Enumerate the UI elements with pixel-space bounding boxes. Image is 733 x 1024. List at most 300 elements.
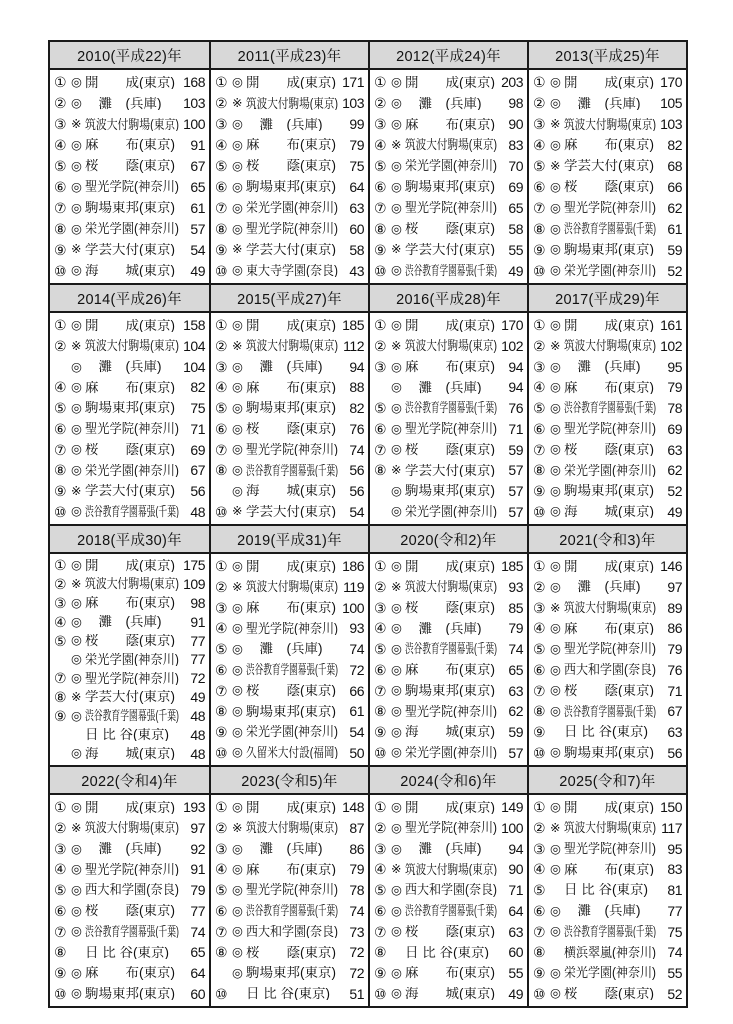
school-type-mark: ◎ xyxy=(550,841,561,856)
rank-row xyxy=(374,597,523,618)
school-name-wrap xyxy=(405,663,497,677)
admission-count: 95 xyxy=(667,358,682,375)
school-type-mark: ◎ xyxy=(391,903,402,918)
rank-badge: ⑤ xyxy=(54,400,67,417)
school-name-wrap xyxy=(85,180,179,194)
year-header xyxy=(50,42,209,70)
rank-badge: ③ xyxy=(374,358,387,375)
admission-count: 79 xyxy=(667,641,682,658)
school-name: 筑波大付駒場(東京) xyxy=(246,339,338,353)
school-name: 駒場東邦(東京) xyxy=(246,966,336,980)
rank-badge: ② xyxy=(215,95,228,112)
school-type-mark: ◎ xyxy=(232,559,243,574)
admission-count: 102 xyxy=(660,338,682,355)
school-name-wrap xyxy=(405,76,497,90)
school-name: 筑波大付駒場(東京) xyxy=(85,117,179,132)
rank-row xyxy=(533,838,682,859)
rank-row xyxy=(533,135,682,156)
year-panel xyxy=(368,42,527,283)
year-header xyxy=(211,285,368,313)
school-type-mark: ◎ xyxy=(391,621,402,636)
school-name: 桜 蔭(東京) xyxy=(246,159,336,173)
admission-count: 63 xyxy=(508,682,523,699)
school-name: 駒場東邦(東京) xyxy=(246,401,336,415)
school-type-mark: ◎ xyxy=(391,442,402,457)
school-name-wrap xyxy=(246,842,338,856)
school-name-wrap xyxy=(246,560,338,574)
school-name: 聖光学院(神奈川) xyxy=(246,222,338,236)
rank-badge: ⑦ xyxy=(54,923,67,940)
school-name-wrap xyxy=(564,904,656,918)
school-name: 桜 蔭(東京) xyxy=(405,601,495,615)
school-name-wrap xyxy=(85,159,179,173)
school-name: 麻 布(東京) xyxy=(246,862,336,877)
school-name-wrap xyxy=(85,577,179,591)
admission-count: 48 xyxy=(190,707,205,724)
admission-count: 72 xyxy=(349,944,364,961)
school-name-wrap xyxy=(564,159,656,173)
school-name: 灘 (兵庫) xyxy=(85,96,162,111)
admission-count: 93 xyxy=(349,620,364,637)
rank-row xyxy=(215,72,364,93)
rank-badge: ④ xyxy=(215,137,228,154)
school-name-wrap xyxy=(246,76,338,90)
rank-row xyxy=(215,336,364,357)
school-name: 灘 (兵庫) xyxy=(405,842,482,856)
school-type-mark: ◎ xyxy=(550,200,561,215)
school-name: 渋谷教育学園幕張(千葉) xyxy=(85,504,179,519)
school-type-mark: ※ xyxy=(391,862,402,877)
rank-row xyxy=(54,669,205,688)
rank-row xyxy=(215,197,364,218)
rank-badge: ⑩ xyxy=(54,985,67,1002)
rank-row xyxy=(374,983,523,1004)
admission-count: 66 xyxy=(349,682,364,699)
school-name: 駒場東邦(東京) xyxy=(85,201,175,215)
school-name-wrap xyxy=(405,484,497,498)
rank-badge: ⑦ xyxy=(54,441,67,458)
rank-row xyxy=(54,481,205,502)
rank-badge: ⑥ xyxy=(374,902,387,919)
school-name: 灘 (兵庫) xyxy=(246,842,323,856)
school-type-mark: ◎ xyxy=(71,924,82,939)
school-type-mark: ◎ xyxy=(232,965,243,980)
rank-badge: ③ xyxy=(374,116,387,133)
rank-row xyxy=(54,135,205,156)
school-name: 栄光学園(神奈川) xyxy=(405,745,497,760)
year-label: 2024(令和6)年 xyxy=(400,773,497,790)
rank-row xyxy=(215,618,364,639)
school-name-wrap xyxy=(246,443,338,457)
school-name: 開 成(東京) xyxy=(564,800,654,815)
admission-count: 91 xyxy=(190,613,205,630)
rank-badge: ⑤ xyxy=(215,641,228,658)
school-name: 聖光学院(神奈川) xyxy=(85,180,179,194)
school-name: 渋谷教育学園幕張(千葉) xyxy=(85,709,179,723)
admission-count: 193 xyxy=(183,799,205,816)
rank-badge: ⑧ xyxy=(533,462,546,479)
school-name-wrap xyxy=(405,138,497,152)
school-type-mark: ※ xyxy=(71,117,82,132)
school-name: 渋谷教育学園幕張(千葉) xyxy=(564,401,656,415)
rank-row xyxy=(215,114,364,135)
rank-row xyxy=(215,260,364,281)
rank-badge: ⑨ xyxy=(374,241,387,258)
school-name: 筑波大付駒場(東京) xyxy=(405,862,497,877)
school-type-mark: ※ xyxy=(550,338,561,353)
school-name-wrap xyxy=(564,138,656,152)
admission-count: 98 xyxy=(508,95,523,112)
rank-row xyxy=(374,680,523,701)
admission-count: 77 xyxy=(190,902,205,919)
admission-count: 74 xyxy=(349,902,364,919)
rank-row xyxy=(54,838,205,859)
rank-row xyxy=(54,177,205,198)
admission-count: 49 xyxy=(667,503,682,520)
school-name: 学芸大付(東京) xyxy=(405,463,495,478)
rank-badge: ⑥ xyxy=(533,420,546,437)
school-type-mark: ◎ xyxy=(391,704,402,719)
rank-badge: ⑨ xyxy=(215,723,228,740)
admission-count: 94 xyxy=(508,358,523,375)
rank-badge: ⑥ xyxy=(533,178,546,195)
school-name: 西大和学園(奈良) xyxy=(246,924,338,939)
school-name-wrap xyxy=(85,76,179,90)
admission-count: 54 xyxy=(349,503,364,520)
year-header xyxy=(211,42,368,70)
school-name-wrap xyxy=(564,987,656,1001)
rank-row xyxy=(374,439,523,460)
year-panel xyxy=(368,524,527,765)
school-name: 開 成(東京) xyxy=(246,800,336,815)
rank-row xyxy=(533,336,682,357)
school-type-mark: ◎ xyxy=(232,179,243,194)
rank-badge: ⑨ xyxy=(54,707,67,724)
rank-badge: ⑦ xyxy=(374,682,387,699)
school-name-wrap xyxy=(564,360,656,374)
year-panel xyxy=(50,283,209,524)
rank-row xyxy=(374,377,523,398)
school-name-wrap xyxy=(405,360,497,374)
rank-row xyxy=(54,439,205,460)
school-type-mark: ※ xyxy=(232,96,243,111)
year-header xyxy=(529,767,686,795)
rank-row xyxy=(533,197,682,218)
school-type-mark: ◎ xyxy=(550,683,561,698)
school-type-mark: ◎ xyxy=(550,641,561,656)
school-type-mark: ◎ xyxy=(391,924,402,939)
rank-badge: ⑤ xyxy=(533,882,546,899)
rank-row xyxy=(215,398,364,419)
admission-count: 73 xyxy=(349,923,364,940)
rank-row xyxy=(374,239,523,260)
admission-count: 105 xyxy=(660,95,682,112)
school-name-wrap xyxy=(85,634,179,648)
rank-badge: ② xyxy=(533,820,546,837)
admission-count: 56 xyxy=(349,482,364,499)
school-name-wrap xyxy=(246,642,338,656)
school-type-mark: ※ xyxy=(550,117,561,132)
school-name: 駒場東邦(東京) xyxy=(405,683,495,698)
school-name-wrap xyxy=(246,883,338,897)
school-name: 日 比 谷(東京) xyxy=(85,945,169,960)
rank-badge: ⑥ xyxy=(215,902,228,919)
rank-row xyxy=(533,983,682,1004)
admission-count: 77 xyxy=(190,632,205,649)
school-type-mark: ◎ xyxy=(71,558,82,573)
rank-badge: ⑥ xyxy=(215,178,228,195)
school-name-wrap xyxy=(85,821,179,835)
admission-count: 82 xyxy=(349,400,364,417)
school-name: 灘 (兵庫) xyxy=(405,621,482,636)
school-type-mark: ◎ xyxy=(71,318,82,333)
admission-count: 79 xyxy=(349,861,364,878)
school-name: 栄光学園(神奈川) xyxy=(564,966,656,980)
rank-badge: ⑨ xyxy=(374,964,387,981)
admission-count: 55 xyxy=(508,964,523,981)
rank-badge: ② xyxy=(374,579,387,596)
school-name-wrap xyxy=(246,484,338,498)
school-name-wrap xyxy=(564,381,656,395)
school-type-mark: ◎ xyxy=(232,483,243,498)
rank-badge: ⑧ xyxy=(54,462,67,479)
school-name: 開 成(東京) xyxy=(246,559,336,574)
school-name: 筑波大付駒場(東京) xyxy=(564,117,656,132)
school-name: 東大寺学園(奈良) xyxy=(246,263,338,278)
rank-row xyxy=(374,556,523,577)
rank-badge: ② xyxy=(533,95,546,112)
rank-badge: ⑤ xyxy=(374,400,387,417)
school-name-wrap xyxy=(564,946,656,960)
rank-row xyxy=(54,377,205,398)
rank-row xyxy=(215,722,364,743)
rank-row xyxy=(374,722,523,743)
school-name-wrap xyxy=(405,401,497,415)
school-name: 聖光学院(神奈川) xyxy=(564,842,656,856)
school-name-wrap xyxy=(246,601,338,615)
school-name: 灘 (兵庫) xyxy=(85,360,162,374)
rank-badge: ⑩ xyxy=(215,985,228,1002)
school-name: 西大和学園(奈良) xyxy=(405,883,497,897)
rank-badge: ③ xyxy=(215,599,228,616)
admission-count: 54 xyxy=(349,723,364,740)
admission-count: 79 xyxy=(667,379,682,396)
school-type-mark: ◎ xyxy=(550,504,561,519)
rank-badge: ⑤ xyxy=(374,641,387,658)
admission-count: 186 xyxy=(342,558,364,575)
admission-count: 109 xyxy=(183,576,205,593)
admission-count: 87 xyxy=(349,820,364,837)
school-name: 日 比 谷(東京) xyxy=(405,945,489,960)
rank-badge: ⑨ xyxy=(533,964,546,981)
admission-count: 65 xyxy=(190,944,205,961)
school-name-wrap xyxy=(405,222,497,236)
rank-row xyxy=(533,901,682,922)
school-name: 桜 蔭(東京) xyxy=(246,683,336,698)
rank-badge: ⑥ xyxy=(215,661,228,678)
rank-row xyxy=(533,921,682,942)
admission-count: 91 xyxy=(190,861,205,878)
rank-badge: ① xyxy=(374,799,387,816)
school-name-wrap xyxy=(246,705,338,719)
school-name: 桜 蔭(東京) xyxy=(564,683,654,698)
rank-row xyxy=(215,660,364,681)
school-name: 聖光学院(神奈川) xyxy=(405,201,497,215)
school-name-wrap xyxy=(564,264,656,278)
rank-badge: ⑤ xyxy=(374,158,387,175)
rank-badge: ⑧ xyxy=(533,703,546,720)
rank-row xyxy=(533,880,682,901)
school-name-wrap xyxy=(246,360,338,374)
rank-badge: ③ xyxy=(215,116,228,133)
rank-row xyxy=(54,963,205,984)
school-name-wrap xyxy=(246,746,338,760)
rank-badge: ④ xyxy=(374,861,387,878)
school-type-mark: ◎ xyxy=(71,359,82,374)
rank-row xyxy=(374,901,523,922)
admission-count: 97 xyxy=(667,579,682,596)
admission-count: 56 xyxy=(667,744,682,761)
school-type-mark: ※ xyxy=(232,242,243,257)
rank-badge: ⑦ xyxy=(215,441,228,458)
admission-count: 72 xyxy=(190,670,205,687)
rank-row xyxy=(374,701,523,722)
rank-badge: ⑩ xyxy=(533,503,546,520)
year-header xyxy=(529,526,686,554)
rank-badge: ② xyxy=(54,95,67,112)
rank-row xyxy=(533,597,682,618)
admission-count: 54 xyxy=(190,241,205,258)
admission-count: 94 xyxy=(349,358,364,375)
school-name-wrap xyxy=(246,464,338,478)
school-name-wrap xyxy=(564,725,656,739)
rank-badge: ④ xyxy=(215,379,228,396)
rank-row xyxy=(54,880,205,901)
school-type-mark: ※ xyxy=(71,689,82,704)
year-panel xyxy=(50,524,209,765)
school-name-wrap xyxy=(405,560,497,574)
school-type-mark: ◎ xyxy=(550,421,561,436)
rank-badge: ⑥ xyxy=(54,902,67,919)
admission-count: 72 xyxy=(349,661,364,678)
rank-row xyxy=(374,156,523,177)
school-name-wrap xyxy=(246,863,338,877)
rank-badge: ⑥ xyxy=(54,178,67,195)
school-type-mark: ◎ xyxy=(232,800,243,815)
admission-count: 81 xyxy=(667,882,682,899)
rank-badge: ⑧ xyxy=(533,944,546,961)
school-type-mark: ◎ xyxy=(391,986,402,1001)
school-name: 学芸大付(東京) xyxy=(405,242,495,257)
rank-badge: ④ xyxy=(54,379,67,396)
admission-count: 64 xyxy=(349,178,364,195)
school-name: 栄光学園(神奈川) xyxy=(246,201,338,215)
year-panel xyxy=(527,42,686,283)
admission-count: 61 xyxy=(190,199,205,216)
rank-row xyxy=(215,577,364,598)
rank-row xyxy=(215,942,364,963)
rank-badge: ⑦ xyxy=(215,682,228,699)
school-type-mark: ◎ xyxy=(71,965,82,980)
school-name-wrap xyxy=(564,642,656,656)
school-type-mark: ※ xyxy=(71,820,82,835)
year-ranking-list xyxy=(529,313,686,524)
school-name: 桜 蔭(東京) xyxy=(85,904,175,918)
rank-row xyxy=(533,722,682,743)
school-name: 駒場東邦(東京) xyxy=(564,242,654,257)
rank-badge: ⑥ xyxy=(215,420,228,437)
year-label: 2022(令和4)年 xyxy=(81,773,178,790)
admission-count: 57 xyxy=(508,744,523,761)
rank-row xyxy=(533,356,682,377)
rank-row xyxy=(533,818,682,839)
school-name-wrap xyxy=(405,381,497,395)
rank-badge: ② xyxy=(374,820,387,837)
school-name-wrap xyxy=(85,97,179,111)
school-name-wrap xyxy=(564,925,656,939)
rank-row xyxy=(215,481,364,502)
school-name: 灘 (兵庫) xyxy=(246,360,323,374)
school-name: 渋谷教育学園幕張(千葉) xyxy=(246,463,338,478)
school-name: 渋谷教育学園幕張(千葉) xyxy=(564,222,656,236)
admission-count: 82 xyxy=(190,379,205,396)
rank-badge: ④ xyxy=(533,620,546,637)
rank-row xyxy=(215,983,364,1004)
school-name-wrap xyxy=(85,946,179,960)
school-name: 筑波大付駒場(東京) xyxy=(246,580,338,594)
rank-badge: ⑤ xyxy=(374,882,387,899)
school-type-mark: ◎ xyxy=(550,380,561,395)
rank-row xyxy=(533,239,682,260)
year-header xyxy=(211,526,368,554)
rank-badge: ② xyxy=(374,95,387,112)
school-name-wrap xyxy=(85,801,179,815)
admission-count: 90 xyxy=(508,861,523,878)
school-type-mark: ◎ xyxy=(391,263,402,278)
year-ranking-list xyxy=(529,795,686,1006)
admission-count: 148 xyxy=(342,799,364,816)
school-name: 渋谷教育学園幕張(千葉) xyxy=(85,924,179,939)
rank-row xyxy=(533,680,682,701)
rank-badge: ① xyxy=(533,74,546,91)
school-name-wrap xyxy=(405,422,497,436)
rank-badge: ② xyxy=(54,576,67,593)
year-label: 2017(平成29)年 xyxy=(555,291,660,308)
rank-badge: ⑦ xyxy=(54,670,67,687)
rank-row xyxy=(215,135,364,156)
rank-badge: ⑦ xyxy=(215,923,228,940)
admission-count: 77 xyxy=(190,651,205,668)
year-header xyxy=(50,526,209,554)
school-name: 聖光学院(神奈川) xyxy=(246,442,338,457)
rank-badge: ⑤ xyxy=(533,641,546,658)
school-type-mark: ◎ xyxy=(550,559,561,574)
rank-row xyxy=(54,725,205,744)
rank-badge: ⑧ xyxy=(215,944,228,961)
school-type-mark: ◎ xyxy=(232,400,243,415)
school-type-mark: ◎ xyxy=(232,945,243,960)
school-type-mark: ※ xyxy=(391,338,402,353)
school-name-wrap xyxy=(405,966,497,980)
school-name-wrap xyxy=(405,118,497,132)
admission-count: 63 xyxy=(349,199,364,216)
rank-row xyxy=(533,556,682,577)
school-name: 聖光学院(神奈川) xyxy=(85,862,179,877)
school-name-wrap xyxy=(564,443,656,457)
rank-badge: ⑥ xyxy=(54,420,67,437)
school-name-wrap xyxy=(246,622,338,636)
rank-row xyxy=(374,218,523,239)
